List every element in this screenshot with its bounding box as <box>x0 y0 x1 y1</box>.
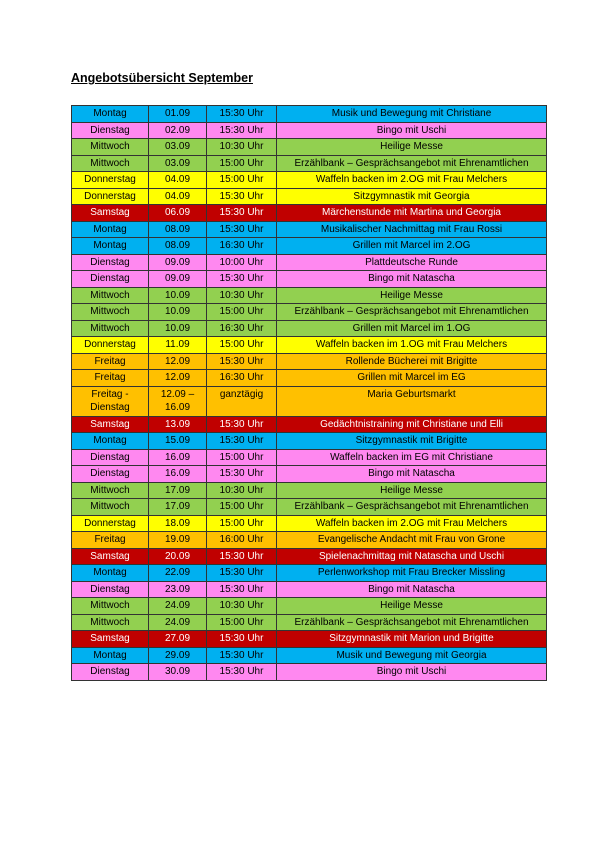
time-cell: 15:30 Uhr <box>207 565 277 582</box>
date-cell: 03.09 <box>149 155 207 172</box>
day-cell: Donnerstag <box>72 188 149 205</box>
day-cell: Freitag <box>72 370 149 387</box>
day-cell: Donnerstag <box>72 337 149 354</box>
table-row <box>72 320 547 337</box>
time-cell: 15:30 Uhr <box>207 548 277 565</box>
time-cell: 15:30 Uhr <box>207 205 277 222</box>
table-row <box>72 172 547 189</box>
date-cell: 12.09 – 16.09 <box>149 386 207 416</box>
time-cell: 15:00 Uhr <box>207 155 277 172</box>
day-cell: Mittwoch <box>72 482 149 499</box>
date-cell: 10.09 <box>149 320 207 337</box>
activity-cell: Musik und Bewegung mit Georgia <box>277 647 547 664</box>
date-cell: 12.09 <box>149 353 207 370</box>
table-row <box>72 565 547 582</box>
time-cell: 15:30 Uhr <box>207 581 277 598</box>
table-row <box>72 581 547 598</box>
activity-cell: Perlenworkshop mit Frau Brecker Missling <box>277 565 547 582</box>
time-cell: 15:30 Uhr <box>207 221 277 238</box>
day-cell: Freitag <box>72 353 149 370</box>
activity-cell: Waffeln backen im 1.OG mit Frau Melchers <box>277 337 547 354</box>
date-cell: 17.09 <box>149 499 207 516</box>
day-cell: Dienstag <box>72 466 149 483</box>
day-cell: Dienstag <box>72 581 149 598</box>
table-row <box>72 139 547 156</box>
time-cell: 15:30 Uhr <box>207 631 277 648</box>
date-cell: 08.09 <box>149 221 207 238</box>
day-cell: Freitag <box>72 532 149 549</box>
day-cell: Montag <box>72 106 149 123</box>
date-cell: 27.09 <box>149 631 207 648</box>
time-cell: 15:00 Uhr <box>207 449 277 466</box>
table-row <box>72 449 547 466</box>
table-row <box>72 155 547 172</box>
table-row <box>72 254 547 271</box>
day-cell: Dienstag <box>72 449 149 466</box>
date-cell: 19.09 <box>149 532 207 549</box>
time-cell: 15:30 Uhr <box>207 188 277 205</box>
activity-cell: Bingo mit Natascha <box>277 271 547 288</box>
table-row <box>72 664 547 681</box>
table-row <box>72 482 547 499</box>
activity-cell: Erzählbank – Gesprächsangebot mit Ehrenamtlichen <box>277 499 547 516</box>
time-cell: 15:00 Uhr <box>207 499 277 516</box>
time-cell: 15:00 Uhr <box>207 515 277 532</box>
table-row <box>72 466 547 483</box>
table-row <box>72 598 547 615</box>
day-cell: Dienstag <box>72 271 149 288</box>
date-cell: 06.09 <box>149 205 207 222</box>
activity-cell: Sitzgymnastik mit Marion und Brigitte <box>277 631 547 648</box>
activity-cell: Erzählbank – Gesprächsangebot mit Ehrenamtlichen <box>277 155 547 172</box>
day-cell: Montag <box>72 565 149 582</box>
schedule-table <box>71 105 547 681</box>
activity-cell: Rollende Bücherei mit Brigitte <box>277 353 547 370</box>
time-cell: 10:00 Uhr <box>207 254 277 271</box>
time-cell: 16:30 Uhr <box>207 320 277 337</box>
activity-cell: Waffeln backen im 2.OG mit Frau Melchers <box>277 172 547 189</box>
time-cell: 15:00 Uhr <box>207 337 277 354</box>
date-cell: 12.09 <box>149 370 207 387</box>
date-cell: 22.09 <box>149 565 207 582</box>
day-cell: Montag <box>72 647 149 664</box>
date-cell: 24.09 <box>149 614 207 631</box>
day-cell: Dienstag <box>72 664 149 681</box>
time-cell: 15:30 Uhr <box>207 647 277 664</box>
table-row <box>72 499 547 516</box>
activity-cell: Erzählbank – Gesprächsangebot mit Ehrenamtlichen <box>277 614 547 631</box>
day-cell: Mittwoch <box>72 304 149 321</box>
table-row <box>72 631 547 648</box>
day-cell: Montag <box>72 433 149 450</box>
table-row <box>72 532 547 549</box>
activity-cell: Erzählbank – Gesprächsangebot mit Ehrenamtlichen <box>277 304 547 321</box>
date-cell: 18.09 <box>149 515 207 532</box>
activity-cell: Heilige Messe <box>277 598 547 615</box>
activity-cell: Sitzgymnastik mit Brigitte <box>277 433 547 450</box>
date-cell: 02.09 <box>149 122 207 139</box>
time-cell: 10:30 Uhr <box>207 139 277 156</box>
day-cell: Mittwoch <box>72 499 149 516</box>
time-cell: 15:30 Uhr <box>207 466 277 483</box>
date-cell: 30.09 <box>149 664 207 681</box>
date-cell: 09.09 <box>149 254 207 271</box>
activity-cell: Märchenstunde mit Martina und Georgia <box>277 205 547 222</box>
date-cell: 11.09 <box>149 337 207 354</box>
table-row <box>72 515 547 532</box>
table-row <box>72 205 547 222</box>
table-row <box>72 271 547 288</box>
date-cell: 16.09 <box>149 466 207 483</box>
date-cell: 10.09 <box>149 287 207 304</box>
day-cell: Samstag <box>72 548 149 565</box>
table-row <box>72 548 547 565</box>
date-cell: 04.09 <box>149 188 207 205</box>
time-cell: 15:00 Uhr <box>207 172 277 189</box>
date-cell: 23.09 <box>149 581 207 598</box>
activity-cell: Gedächtnistraining mit Christiane und Elli <box>277 416 547 433</box>
table-row <box>72 287 547 304</box>
date-cell: 15.09 <box>149 433 207 450</box>
time-cell: ganztägig <box>207 386 277 416</box>
date-cell: 09.09 <box>149 271 207 288</box>
table-row <box>72 353 547 370</box>
time-cell: 16:30 Uhr <box>207 238 277 255</box>
day-cell: Samstag <box>72 205 149 222</box>
activity-cell: Evangelische Andacht mit Frau von Grone <box>277 532 547 549</box>
table-row <box>72 238 547 255</box>
activity-cell: Bingo mit Uschi <box>277 664 547 681</box>
time-cell: 15:30 Uhr <box>207 106 277 123</box>
day-cell: Dienstag <box>72 122 149 139</box>
activity-cell: Bingo mit Natascha <box>277 466 547 483</box>
day-cell: Mittwoch <box>72 155 149 172</box>
day-cell: Freitag - Dienstag <box>72 386 149 416</box>
activity-cell: Spielenachmittag mit Natascha und Uschi <box>277 548 547 565</box>
day-cell: Montag <box>72 238 149 255</box>
date-cell: 29.09 <box>149 647 207 664</box>
table-row <box>72 647 547 664</box>
time-cell: 10:30 Uhr <box>207 598 277 615</box>
activity-cell: Heilige Messe <box>277 482 547 499</box>
time-cell: 15:00 Uhr <box>207 304 277 321</box>
table-row <box>72 386 547 416</box>
table-row <box>72 106 547 123</box>
day-cell: Samstag <box>72 416 149 433</box>
time-cell: 15:30 Uhr <box>207 271 277 288</box>
activity-cell: Maria Geburtsmarkt <box>277 386 547 416</box>
time-cell: 15:30 Uhr <box>207 122 277 139</box>
time-cell: 16:30 Uhr <box>207 370 277 387</box>
time-cell: 15:30 Uhr <box>207 416 277 433</box>
activity-cell: Heilige Messe <box>277 139 547 156</box>
page-title: Angebotsübersicht September <box>71 71 253 85</box>
activity-cell: Grillen mit Marcel im EG <box>277 370 547 387</box>
table-row <box>72 370 547 387</box>
date-cell: 08.09 <box>149 238 207 255</box>
date-cell: 24.09 <box>149 598 207 615</box>
day-cell: Mittwoch <box>72 139 149 156</box>
time-cell: 15:30 Uhr <box>207 353 277 370</box>
day-cell: Mittwoch <box>72 598 149 615</box>
time-cell: 10:30 Uhr <box>207 287 277 304</box>
day-cell: Montag <box>72 221 149 238</box>
table-row <box>72 188 547 205</box>
time-cell: 15:00 Uhr <box>207 614 277 631</box>
date-cell: 01.09 <box>149 106 207 123</box>
day-cell: Dienstag <box>72 254 149 271</box>
activity-cell: Waffeln backen im EG mit Christiane <box>277 449 547 466</box>
activity-cell: Grillen mit Marcel im 2.OG <box>277 238 547 255</box>
day-cell: Mittwoch <box>72 614 149 631</box>
table-row <box>72 614 547 631</box>
table-row <box>72 337 547 354</box>
date-cell: 10.09 <box>149 304 207 321</box>
day-cell: Mittwoch <box>72 320 149 337</box>
date-cell: 20.09 <box>149 548 207 565</box>
activity-cell: Grillen mit Marcel im 1.OG <box>277 320 547 337</box>
date-cell: 04.09 <box>149 172 207 189</box>
date-cell: 16.09 <box>149 449 207 466</box>
activity-cell: Plattdeutsche Runde <box>277 254 547 271</box>
time-cell: 15:30 Uhr <box>207 433 277 450</box>
time-cell: 10:30 Uhr <box>207 482 277 499</box>
date-cell: 17.09 <box>149 482 207 499</box>
activity-cell: Waffeln backen im 2.OG mit Frau Melchers <box>277 515 547 532</box>
date-cell: 13.09 <box>149 416 207 433</box>
activity-cell: Bingo mit Natascha <box>277 581 547 598</box>
time-cell: 16:00 Uhr <box>207 532 277 549</box>
day-cell: Donnerstag <box>72 515 149 532</box>
table-row <box>72 221 547 238</box>
activity-cell: Sitzgymnastik mit Georgia <box>277 188 547 205</box>
table-row <box>72 304 547 321</box>
day-cell: Donnerstag <box>72 172 149 189</box>
activity-cell: Bingo mit Uschi <box>277 122 547 139</box>
table-row <box>72 416 547 433</box>
day-cell: Mittwoch <box>72 287 149 304</box>
activity-cell: Musik und Bewegung mit Christiane <box>277 106 547 123</box>
day-cell: Samstag <box>72 631 149 648</box>
activity-cell: Musikalischer Nachmittag mit Frau Rossi <box>277 221 547 238</box>
date-cell: 03.09 <box>149 139 207 156</box>
table-row <box>72 122 547 139</box>
time-cell: 15:30 Uhr <box>207 664 277 681</box>
table-row <box>72 433 547 450</box>
activity-cell: Heilige Messe <box>277 287 547 304</box>
schedule-body <box>72 106 547 681</box>
